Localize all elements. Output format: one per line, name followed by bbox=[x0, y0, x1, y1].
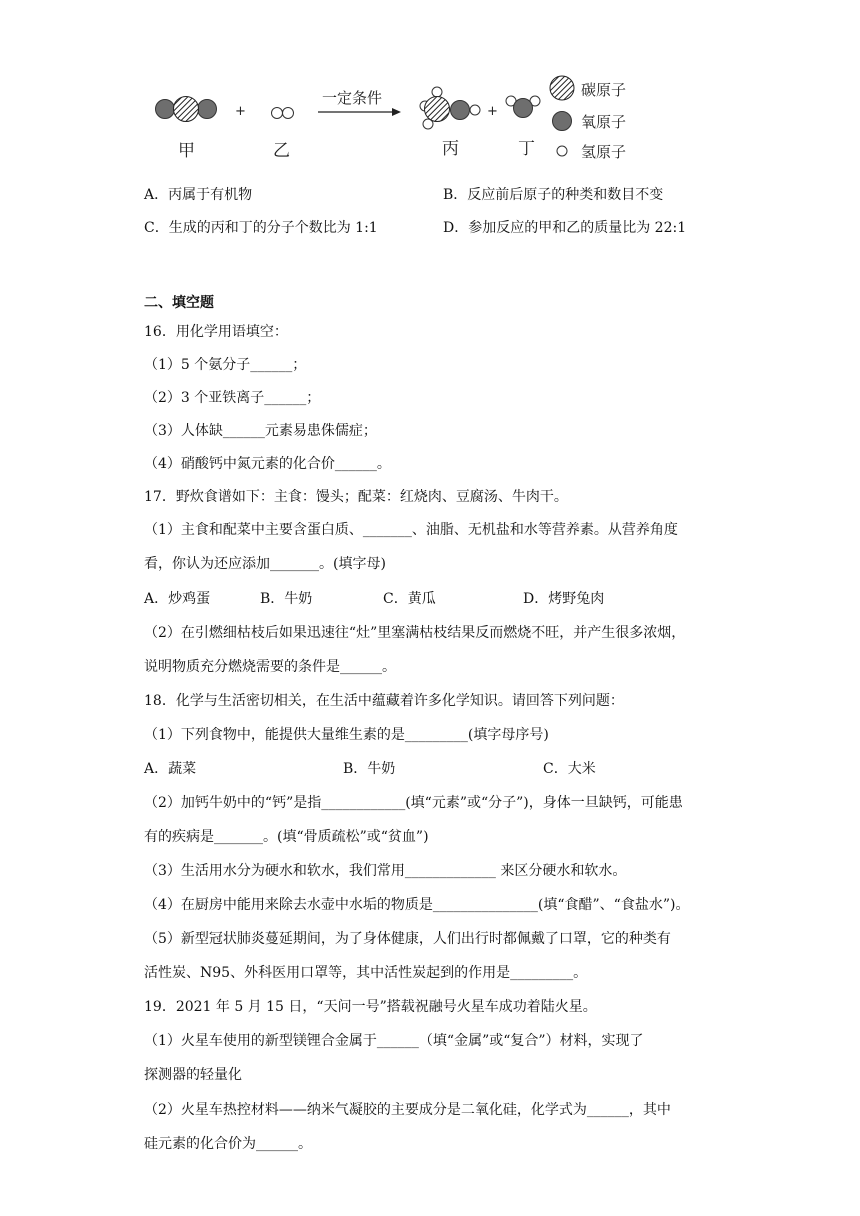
reaction-diagram bbox=[140, 76, 660, 176]
q17-option-c: C．黄瓜 bbox=[383, 591, 436, 607]
molecule-yi bbox=[272, 108, 294, 119]
label-bing: 丙 bbox=[442, 139, 459, 159]
q16-item-1: （1）5 个氨分子______； bbox=[144, 357, 307, 373]
q18-part1: （1）下列食物中，能提供大量维生素的是_________(填字母序号) bbox=[144, 727, 549, 743]
q18-part5-line2: 活性炭、N95、外科医用口罩等，其中活性炭起到的作用是_________。 bbox=[144, 965, 588, 981]
q15-option-c: C．生成的丙和丁的分子个数比为 1:1 bbox=[144, 220, 378, 236]
plus-sign-2: + bbox=[487, 104, 498, 119]
q15-option-a: A．丙属于有机物 bbox=[144, 187, 253, 203]
label-yi: 乙 bbox=[273, 141, 290, 161]
legend-hydrogen-label: 氢原子 bbox=[581, 143, 627, 161]
q16-stem: 16．用化学用语填空： bbox=[144, 324, 288, 340]
q18-option-b: B．牛奶 bbox=[343, 761, 396, 777]
q18-part2-line2: 有的疾病是_______。(填“骨质疏松”或“贫血”) bbox=[144, 829, 429, 845]
q17-option-b: B．牛奶 bbox=[260, 591, 313, 607]
q18-option-c: C．大米 bbox=[543, 761, 596, 777]
q17-stem: 17．野炊食谱如下：主食：馒头；配菜：红烧肉、豆腐汤、牛肉干。 bbox=[144, 489, 568, 505]
q17-part1-line2: 看，你认为还应添加_______。(填字母) bbox=[144, 556, 386, 572]
section-title: 二、填空题 bbox=[144, 295, 214, 311]
molecule-jia bbox=[156, 97, 217, 122]
q19-stem: 19．2021 年 5 月 15 日，“天问一号”搭载祝融号火星车成功着陆火星。 bbox=[144, 999, 597, 1015]
q18-part5-line1: （5）新型冠状肺炎蔓延期间，为了身体健康，人们出行时都佩戴了口罩，它的种类有 bbox=[144, 931, 671, 947]
legend-hydrogen-symbol bbox=[557, 146, 567, 156]
reaction-condition: 一定条件 bbox=[322, 89, 383, 107]
molecule-ding bbox=[506, 96, 540, 118]
q19-part2-line1: （2）火星车热控材料——纳米气凝胶的主要成分是二氧化硅，化学式为______，其中 bbox=[144, 1102, 671, 1118]
q17-option-a: A．炒鸡蛋 bbox=[144, 591, 211, 607]
molecule-bing bbox=[420, 87, 480, 129]
legend-carbon-symbol bbox=[550, 76, 574, 100]
legend-oxygen-label: 氧原子 bbox=[581, 113, 627, 131]
q17-part1-line1: （1）主食和配菜中主要含蛋白质、_______、油脂、无机盐和水等营养素。从营养角度 bbox=[144, 522, 678, 538]
q18-stem: 18．化学与生活密切相关，在生活中蕴藏着许多化学知识。请回答下列问题： bbox=[144, 693, 624, 709]
q17-part2-line1: （2）在引燃细枯枝后如果迅速往“灶”里塞满枯枝结果反而燃烧不旺，并产生很多浓烟， bbox=[144, 625, 686, 641]
q17-part2-line2: 说明物质充分燃烧需要的条件是______。 bbox=[144, 659, 396, 675]
q19-part2-line2: 硅元素的化合价为______。 bbox=[144, 1136, 312, 1152]
q18-option-a: A．蔬菜 bbox=[144, 761, 197, 777]
legend-carbon-label: 碳原子 bbox=[581, 81, 627, 99]
label-jia: 甲 bbox=[178, 141, 195, 161]
q18-part4: （4）在厨房中能用来除去水壶中水垢的物质是_______________(填“食醋”、“食盐水”)。 bbox=[144, 897, 690, 913]
label-ding: 丁 bbox=[518, 139, 535, 159]
q15-option-b: B．反应前后原子的种类和数目不变 bbox=[443, 187, 664, 203]
legend-oxygen-symbol bbox=[553, 112, 572, 131]
q16-item-4: （4）硝酸钙中氮元素的化合价______。 bbox=[144, 456, 391, 472]
q18-part2-line1: （2）加钙牛奶中的“钙”是指____________(填“元素”或“分子”)，身体一旦缺钙，可能患 bbox=[144, 795, 683, 811]
q19-part1-line2: 探测器的轻量化 bbox=[144, 1067, 242, 1083]
q15-option-d: D．参加反应的甲和乙的质量比为 22:1 bbox=[443, 220, 687, 236]
q19-part1-line1: （1）火星车使用的新型镁锂合金属于______（填“金属”或“复合”）材料，实现了 bbox=[144, 1033, 644, 1049]
plus-sign-1: + bbox=[235, 104, 246, 119]
q18-part3: （3）生活用水分为硬水和软水，我们常用_____________ 来区分硬水和软水。 bbox=[144, 863, 627, 879]
q17-option-d: D．烤野兔肉 bbox=[523, 591, 605, 607]
q16-item-3: （3）人体缺______元素易患侏儒症； bbox=[144, 423, 377, 439]
q16-item-2: （2）3 个亚铁离子______； bbox=[144, 390, 321, 406]
